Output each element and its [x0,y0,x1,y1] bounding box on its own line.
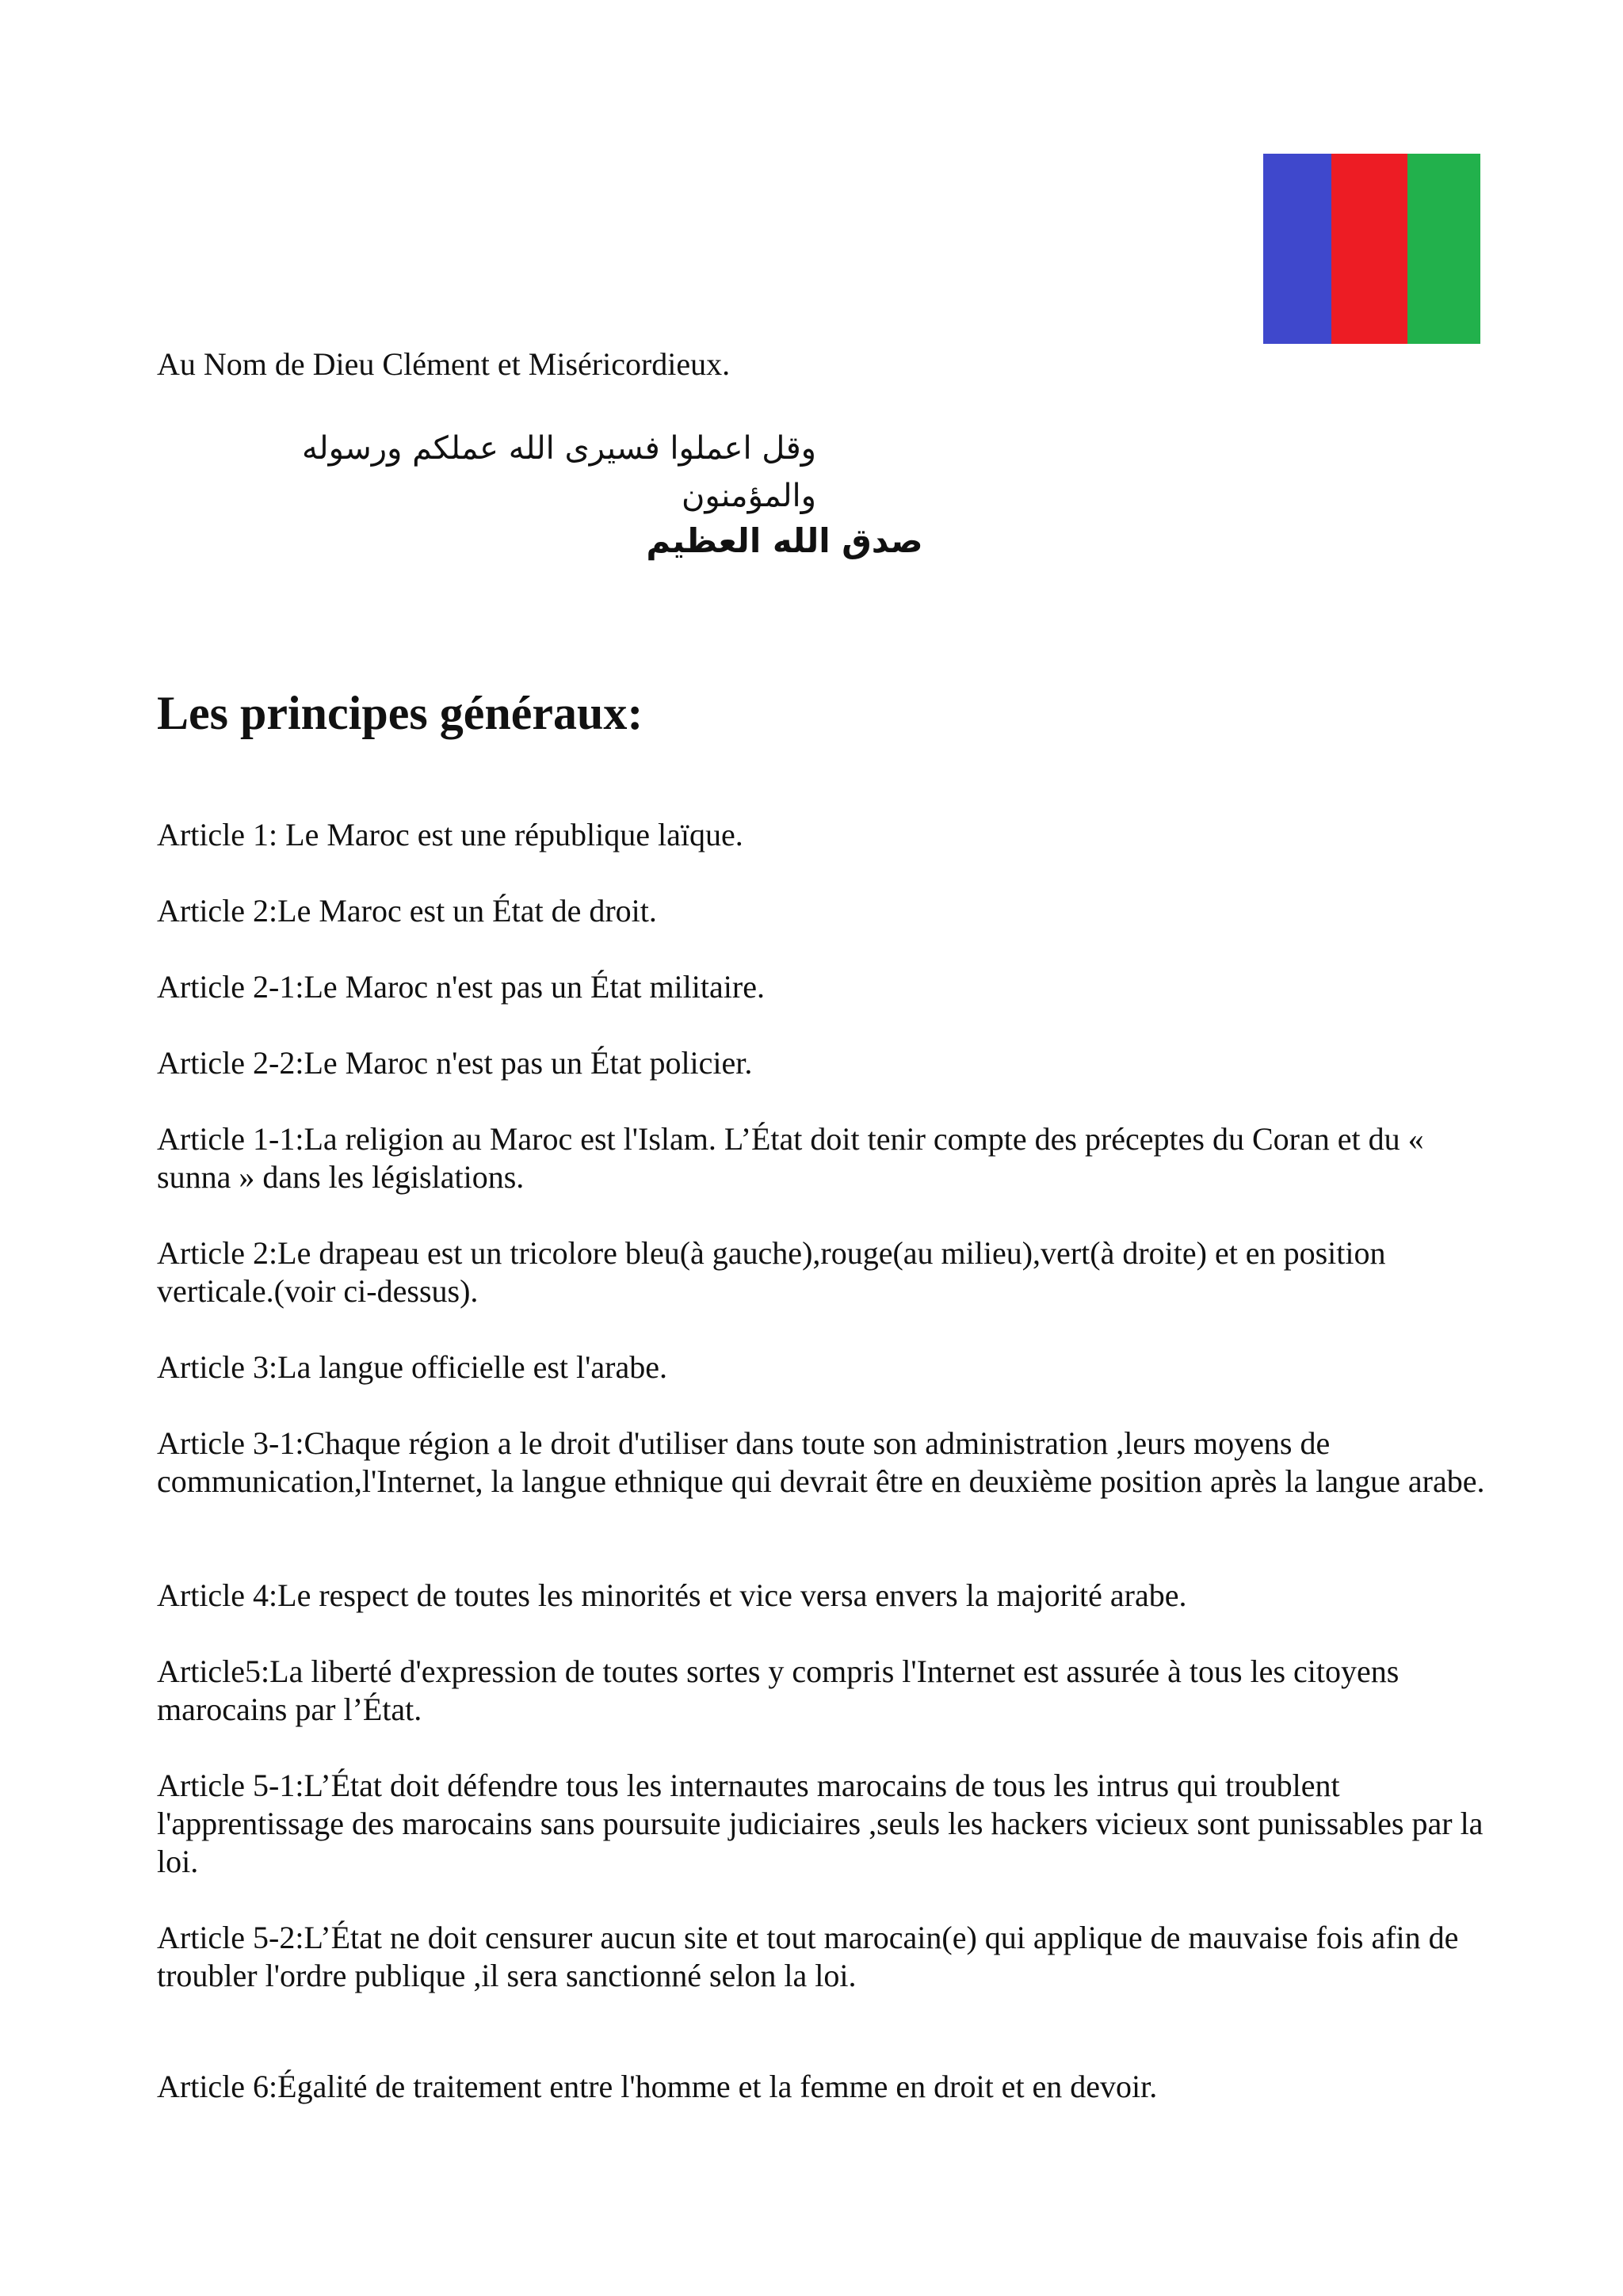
article-paragraph: Article 5-2:L’État ne doit censurer aucun site et tout marocain(e) qui applique de mauvaise fois afin de troubler l'ordre publique ,il sera sanctionné selon la loi. [157,1920,1459,1993]
section-heading: Les principes généraux: [157,687,643,739]
article-paragraph: Article 5-1:L’État doit défendre tous les internautes marocains de tous les intrus qui troublent l'apprentissage des marocains sans poursuite judiciaires ,seuls les hackers vicieux sont punissables par la loi. [157,1768,1484,1879]
article-paragraph: Article 6:Égalité de traitement entre l'homme et la femme en droit et en devoir. [157,2069,1158,2104]
flag-blue-stripe [1263,154,1331,344]
tricolor-flag-image [1263,154,1480,344]
article-paragraph: Article 2:Le drapeau est un tricolore bleu(à gauche),rouge(au milieu),vert(à droite) et en position verticale.(voir ci-dessus). [157,1235,1386,1309]
article-paragraph: Article5:La liberté d'expression de toutes sortes y compris l'Internet est assurée à tous les citoyens marocains par l’État. [157,1653,1400,1727]
article-paragraph: Article 1: Le Maroc est une république laïque. [157,817,743,852]
article-paragraph: Article 2-2:Le Maroc n'est pas un État policier. [157,1045,753,1081]
article-paragraph: Article 3-1:Chaque région a le droit d'utiliser dans toute son administration ,leurs moyens de communication,l'Internet, la langue ethnique qui devrait être en deuxième position après la langue arabe. [157,1425,1485,1499]
article-paragraph: Article 3:La langue officielle est l'arabe. [157,1349,667,1385]
quran-verse: وقل اعملوا فسيرى الله عملكم ورسوله والمؤمنون [301,430,816,514]
opening-invocation: Au Nom de Dieu Clément et Miséricordieux. [157,346,731,382]
article-paragraph: Article 4:Le respect de toutes les minorités et vice versa envers la majorité arabe. [157,1577,1187,1613]
article-paragraph: Article 2-1:Le Maroc n'est pas un État militaire. [157,969,765,1005]
article-paragraph: Article 1-1:La religion au Maroc est l'Islam. L’État doit tenir compte des préceptes du Coran et du « sunna » dans les législations. [157,1121,1424,1195]
flag-green-stripe [1407,154,1480,344]
verse-closing: صدق الله العظيم [646,521,923,560]
flag-red-stripe [1331,154,1407,344]
article-paragraph: Article 2:Le Maroc est un État de droit. [157,893,657,929]
